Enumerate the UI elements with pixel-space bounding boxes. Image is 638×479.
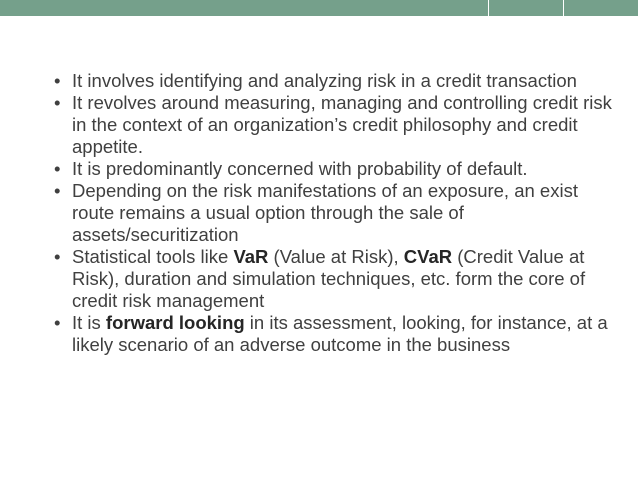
bullet-dot: •: [54, 158, 61, 179]
bullet-dot: •: [54, 70, 61, 91]
bullet-text: [72, 312, 608, 355]
bullet-dot: •: [54, 312, 61, 333]
bullet-item: [54, 312, 624, 356]
bullet-dot: •: [54, 246, 61, 267]
top-accent-band: [0, 0, 638, 16]
bullet-text-segment: in its assessment, looking, for instance, at a likely scenario of an adverse outcome in the business: [72, 312, 608, 355]
bullet-text-segment: (Credit Value at Risk), duration and simulation techniques, etc. form the core of credit risk management: [72, 246, 586, 311]
bullet-text-segment: It is: [72, 312, 106, 333]
bullet-item: [54, 246, 624, 312]
bold-term-forward-looking: forward looking: [105, 312, 245, 333]
accent-band-segment: [0, 0, 488, 16]
bullet-text: [72, 246, 585, 311]
bullet-text: It involves identifying and analyzing risk in a credit transaction: [72, 70, 577, 91]
bullet-text: Depending on the risk manifestations of an exposure, an exist route remains a usual option through the sale of assets/securitization: [72, 180, 578, 245]
bullet-dot: •: [54, 92, 61, 113]
bullet-item: [54, 92, 624, 158]
bullet-text-segment: Statistical tools like: [72, 246, 234, 267]
bullet-text: It is predominantly concerned with probability of default.: [72, 158, 528, 179]
bullet-text: It revolves around measuring, managing and controlling credit risk in the context of an organization’s credit philosophy and credit appetite.: [72, 92, 612, 157]
accent-band-segment: [489, 0, 563, 16]
bullet-item: [54, 70, 624, 92]
bullet-text-segment: (Value at Risk),: [268, 246, 404, 267]
bullet-item: [54, 158, 624, 180]
bullet-item: [54, 180, 624, 246]
bullet-list: [54, 70, 624, 356]
bullet-dot: •: [54, 180, 61, 201]
accent-band-segment: [564, 0, 638, 16]
bold-term-cvar: CVaR: [403, 246, 453, 267]
bold-term-var: VaR: [233, 246, 269, 267]
